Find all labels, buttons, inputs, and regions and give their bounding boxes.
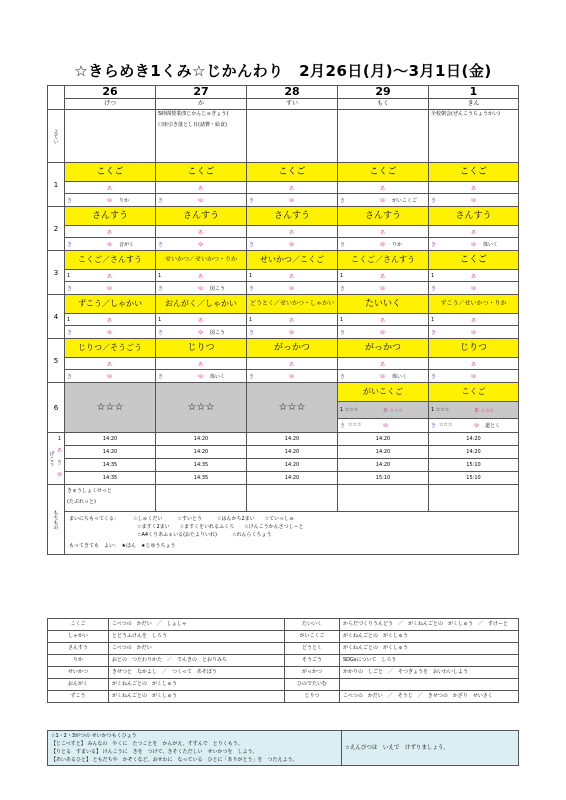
subject-name: がっかつ — [285, 667, 340, 679]
period-6-top — [48, 383, 519, 402]
day-number-row — [48, 86, 519, 99]
subject-content: がくねんごとの がくしゅう — [340, 643, 519, 655]
day-name-row — [48, 99, 519, 110]
subject-cell: さんすう — [65, 207, 156, 226]
dismissal-time: 15:10 — [429, 472, 519, 485]
dismissal-time: 14:35 — [65, 472, 156, 485]
period-a-row — [48, 182, 519, 194]
group-a-cell: 1 あ — [247, 314, 338, 326]
period-subject-row — [48, 207, 519, 226]
subject-content: かかりの しごと ／ そつぎょうを おいわいしよう — [340, 667, 519, 679]
group-ki-yu-cell: き ゆ — [338, 282, 429, 295]
mochimono-tue — [156, 485, 247, 512]
mochimono-row — [48, 485, 519, 512]
dismissal-time: 14:20 — [429, 446, 519, 459]
group-ki-yu-cell: き ゆ 図こう — [156, 326, 247, 339]
subject-cell: こくご／さんすう — [65, 251, 156, 270]
group-a-cell: 1 あ — [338, 270, 429, 282]
subject-cell: じりつ／そうごう — [65, 339, 156, 358]
day-number: 28 — [247, 86, 338, 99]
period-6-thu-stars: 1 ☆☆☆ あ ☆☆☆ — [338, 402, 429, 419]
group-a-cell: 1 あ — [65, 314, 156, 326]
period-number: 3 — [48, 251, 65, 295]
subject-cell: せいかつ／こくご — [247, 251, 338, 270]
subject-content: こべつの かだい — [109, 643, 285, 655]
mochimono-thu — [338, 485, 429, 512]
subject-cell: こくご — [65, 163, 156, 182]
group-ki-yu-cell: き ゆ りか — [338, 238, 429, 251]
subject-name: こくご — [48, 619, 109, 631]
group-ki-yu-cell: き ゆ — [429, 326, 519, 339]
mochimono-fri — [429, 485, 519, 512]
group-ki-yu-cell: き ゆ — [247, 282, 338, 295]
dismissal-time: 15:10 — [338, 472, 429, 485]
subject-note-row — [48, 667, 519, 679]
dismissal-time: 14:20 — [338, 459, 429, 472]
group-a-cell: あ — [65, 182, 156, 194]
yotei-label: よてい — [48, 110, 65, 163]
period-6-thu-bottom: き ☆☆☆ ゆ — [338, 419, 429, 433]
subject-cell: せいかつ／せいかつ・りか — [156, 251, 247, 270]
period-number: 5 — [48, 339, 65, 383]
day-name: か — [156, 99, 247, 110]
subject-content: こべつの かだい ／ そうじ ／ きせつの かざり せいさく — [340, 691, 519, 703]
group-a-cell: あ — [247, 358, 338, 370]
subject-cell: がっかつ — [338, 339, 429, 358]
group-ki-yu-cell: き ゆ — [65, 326, 156, 339]
period-number: 4 — [48, 295, 65, 339]
group-ki-yu-cell: き ゆ 体いく — [429, 238, 519, 251]
group-a-cell: あ — [338, 182, 429, 194]
group-a-cell: あ — [429, 226, 519, 238]
group-a-cell: 1 あ — [338, 314, 429, 326]
period-6-fri-bottom: き ☆☆☆ ゆ 道とく — [429, 419, 519, 433]
subject-name: おんがく — [48, 679, 109, 691]
day-number: 29 — [338, 86, 429, 99]
dismissal-group-label: あ — [56, 448, 62, 454]
group-ki-yu-cell: き ゆ 図こう — [156, 282, 247, 295]
subject-cell: がいこくご — [338, 383, 429, 402]
subject-note-row — [48, 619, 519, 631]
subject-note-row — [48, 655, 519, 667]
subject-cell: ずこう／せいかつ・りか — [429, 295, 519, 314]
day-name: もく — [338, 99, 429, 110]
subject-notes-table — [47, 618, 519, 703]
subject-name: たいいく — [285, 619, 340, 631]
period-subject-row — [48, 295, 519, 314]
group-ki-yu-cell: き ゆ 体いく — [156, 370, 247, 383]
dismissal-time: 14:20 — [247, 446, 338, 459]
period-6-stars: ☆☆☆ — [247, 383, 338, 433]
group-ki-yu-cell: き ゆ — [65, 282, 156, 295]
subject-cell: さんすう — [429, 207, 519, 226]
period-subject-row — [48, 163, 519, 182]
subject-cell: こくご — [429, 251, 519, 270]
subject-cell: じりつ — [429, 339, 519, 358]
group-ki-yu-cell: き ゆ — [247, 194, 338, 207]
subject-content: がくねんごとの がくしゅう — [109, 691, 285, 703]
dismissal-time: 14:20 — [65, 446, 156, 459]
dismissal-time: 14:35 — [65, 459, 156, 472]
subject-cell: どうとく／せいかつ・しゃかい — [247, 295, 338, 314]
subject-name: ずこう — [48, 691, 109, 703]
dismissal-time: 14:20 — [156, 446, 247, 459]
subject-note-row — [48, 643, 519, 655]
dismissal-group-label: ゆ — [56, 472, 62, 478]
group-a-cell: あ — [429, 182, 519, 194]
period-number: 6 — [48, 383, 65, 433]
day-number: 27 — [156, 86, 247, 99]
subject-cell: おんがく／しゃかい — [156, 295, 247, 314]
period-subject-row — [48, 339, 519, 358]
subject-cell: がっかつ — [247, 339, 338, 358]
dismissal-time: 14:20 — [65, 433, 156, 446]
subject-note-row — [48, 631, 519, 643]
dismissal-time: 14:20 — [338, 433, 429, 446]
group-a-cell: あ — [247, 226, 338, 238]
period-a-row — [48, 314, 519, 326]
day-name: きん — [429, 99, 519, 110]
dismissal-row — [48, 446, 519, 459]
subject-name: ひのでたいむ — [285, 679, 340, 691]
group-a-cell: 1 あ — [156, 314, 247, 326]
dismissal-group-label: き — [56, 460, 62, 466]
daily-items: まいにちもってくる： ☆しゅくだい ☆すいとう ☆はんかち2まい ☆ていっしゅ ☆ますく2まい ☆ますくをいれるふくろ ☆けんこうかんさつしーと ☆A4くりあふぁいる(おたよりいれ) ☆れんらくちょう もってきても よい： ★ほん ★じゆうちょう — [65, 512, 519, 555]
period-a-row — [48, 226, 519, 238]
dismissal-time: 15:10 — [429, 459, 519, 472]
period-a-row — [48, 270, 519, 282]
mochimono-label: もちもの — [48, 485, 65, 555]
group-ki-yu-cell: き ゆ 音がく — [65, 238, 156, 251]
life-goals: ☆1・2・3がつの せいかつもくひょう 【じこべすと】 みんなの やくに たつことを かんがえ、すすんで とりくもう。 【りとる すまいる】 けんこうに きを つけて、きそくただしい せいかつを しよう。 【あいあるひと】 ともだちや かぞくなど、おせわに なっている ひとに「ありがとう」を つたえよう。 — [48, 731, 342, 766]
subject-content: がくねんごとの がくしゅう — [109, 679, 285, 691]
group-ki-yu-cell: き ゆ 体いく — [338, 370, 429, 383]
group-ki-yu-cell: き ゆ — [156, 194, 247, 207]
dismissal-time: 14:20 — [338, 446, 429, 459]
dismissal-time: 14:20 — [156, 433, 247, 446]
group-a-cell: あ — [247, 182, 338, 194]
dismissal-time: 14:20 — [429, 433, 519, 446]
day-name: げつ — [65, 99, 156, 110]
dismissal-group-label: 1 — [57, 436, 62, 442]
subject-content: おとの つたわりかた ／ でんきの とおりみち — [109, 655, 285, 667]
gekou-label-cell: げこう 1 あ き ゆ — [48, 433, 65, 485]
group-a-cell: 1 あ — [247, 270, 338, 282]
group-ki-yu-cell: き ゆ — [247, 370, 338, 383]
group-ki-yu-cell: き ゆ — [65, 370, 156, 383]
corner-cell — [48, 86, 65, 110]
subject-content: がくねんごとの がくしゅう — [340, 631, 519, 643]
group-a-cell: 1 あ — [156, 270, 247, 282]
subject-content: きせつと なかよし ／ つくって あそぼう — [109, 667, 285, 679]
dismissal-time: 14:20 — [247, 433, 338, 446]
day-name: すい — [247, 99, 338, 110]
group-ki-yu-cell: き ゆ りか — [65, 194, 156, 207]
period-a-row — [48, 358, 519, 370]
period-ki-yu-row — [48, 326, 519, 339]
timetable — [47, 85, 519, 555]
event-cell — [65, 110, 156, 163]
daily-items-row — [48, 512, 519, 555]
subject-cell: こくご／さんすう — [338, 251, 429, 270]
group-a-cell: あ — [156, 226, 247, 238]
group-a-cell: 1 あ — [429, 270, 519, 282]
period-ki-yu-row — [48, 370, 519, 383]
dismissal-row — [48, 433, 519, 446]
subject-name: りか — [48, 655, 109, 667]
group-ki-yu-cell: き ゆ — [338, 326, 429, 339]
day-number: 26 — [65, 86, 156, 99]
subject-cell: さんすう — [338, 207, 429, 226]
period-6-fri-stars: 1 ☆☆☆ あ ☆☆☆ — [429, 402, 519, 419]
event-cell: 5時間授業(5じかんじゅぎょう) 口座引き落とし日(諸費・給食) — [156, 110, 247, 163]
subject-content — [340, 679, 519, 691]
period-ki-yu-row — [48, 282, 519, 295]
period-number: 2 — [48, 207, 65, 251]
event-cell: 全校朝会(ぜんこうちょうかい) — [429, 110, 519, 163]
subject-name: そうごう — [285, 655, 340, 667]
period-subject-row — [48, 251, 519, 270]
subject-name: せいかつ — [48, 667, 109, 679]
subject-name: じりつ — [285, 691, 340, 703]
period-number: 1 — [48, 163, 65, 207]
group-ki-yu-cell: き ゆ がいこくご — [338, 194, 429, 207]
subject-content: SDGsについて しろう — [340, 655, 519, 667]
subject-cell: じりつ — [156, 339, 247, 358]
subject-name: どうとく — [285, 643, 340, 655]
pencil-note: ☆えんぴつは いえで けずりましょう。 — [342, 731, 519, 766]
subject-cell: ずこう／しゃかい — [65, 295, 156, 314]
subject-cell: こくご — [338, 163, 429, 182]
subject-cell: こくご — [156, 163, 247, 182]
group-a-cell: あ — [65, 358, 156, 370]
subject-content: からだづくりうんどう ／ がくねんごとの がくしゅう ／ すけーと — [340, 619, 519, 631]
footer-goals — [47, 730, 519, 766]
group-a-cell: 1 あ — [429, 314, 519, 326]
group-ki-yu-cell: き ゆ — [429, 370, 519, 383]
subject-cell: たいいく — [338, 295, 429, 314]
group-a-cell: あ — [338, 358, 429, 370]
period-6-stars: ☆☆☆ — [65, 383, 156, 433]
group-ki-yu-cell: き ゆ — [429, 282, 519, 295]
group-a-cell: あ — [429, 358, 519, 370]
mochimono-mon: きゅうしょくせっと (たぶれっと) — [65, 485, 156, 512]
day-number: 1 — [429, 86, 519, 99]
subject-cell: さんすう — [156, 207, 247, 226]
subject-cell: さんすう — [247, 207, 338, 226]
subject-content: とどうふけんを しろう — [109, 631, 285, 643]
mochimono-wed — [247, 485, 338, 512]
dismissal-time: 14:20 — [247, 472, 338, 485]
group-a-cell: あ — [338, 226, 429, 238]
subject-note-row — [48, 691, 519, 703]
group-ki-yu-cell: き ゆ — [429, 194, 519, 207]
events-row — [48, 110, 519, 163]
subject-cell: こくご — [429, 383, 519, 402]
subject-cell: こくご — [247, 163, 338, 182]
period-ki-yu-row — [48, 238, 519, 251]
group-ki-yu-cell: き ゆ — [247, 326, 338, 339]
dismissal-row — [48, 459, 519, 472]
group-a-cell: 1 あ — [65, 270, 156, 282]
group-a-cell: あ — [156, 182, 247, 194]
event-cell — [247, 110, 338, 163]
group-a-cell: あ — [65, 226, 156, 238]
dismissal-time: 14:35 — [156, 459, 247, 472]
page-title: ☆きらめき1くみ☆じかんわり 2月26日(月)～3月1日(金) — [74, 62, 492, 80]
subject-content: こべつの かだい ／ しょしゃ — [109, 619, 285, 631]
group-a-cell: あ — [156, 358, 247, 370]
event-cell — [338, 110, 429, 163]
dismissal-time: 14:20 — [247, 459, 338, 472]
subject-name: がいこくご — [285, 631, 340, 643]
group-ki-yu-cell: き ゆ — [156, 238, 247, 251]
subject-cell: こくご — [429, 163, 519, 182]
subject-name: しゃかい — [48, 631, 109, 643]
subject-name: さんすう — [48, 643, 109, 655]
period-6-stars: ☆☆☆ — [156, 383, 247, 433]
period-ki-yu-row — [48, 194, 519, 207]
dismissal-time: 14:35 — [156, 472, 247, 485]
dismissal-row — [48, 472, 519, 485]
subject-note-row — [48, 679, 519, 691]
group-ki-yu-cell: き ゆ — [247, 238, 338, 251]
